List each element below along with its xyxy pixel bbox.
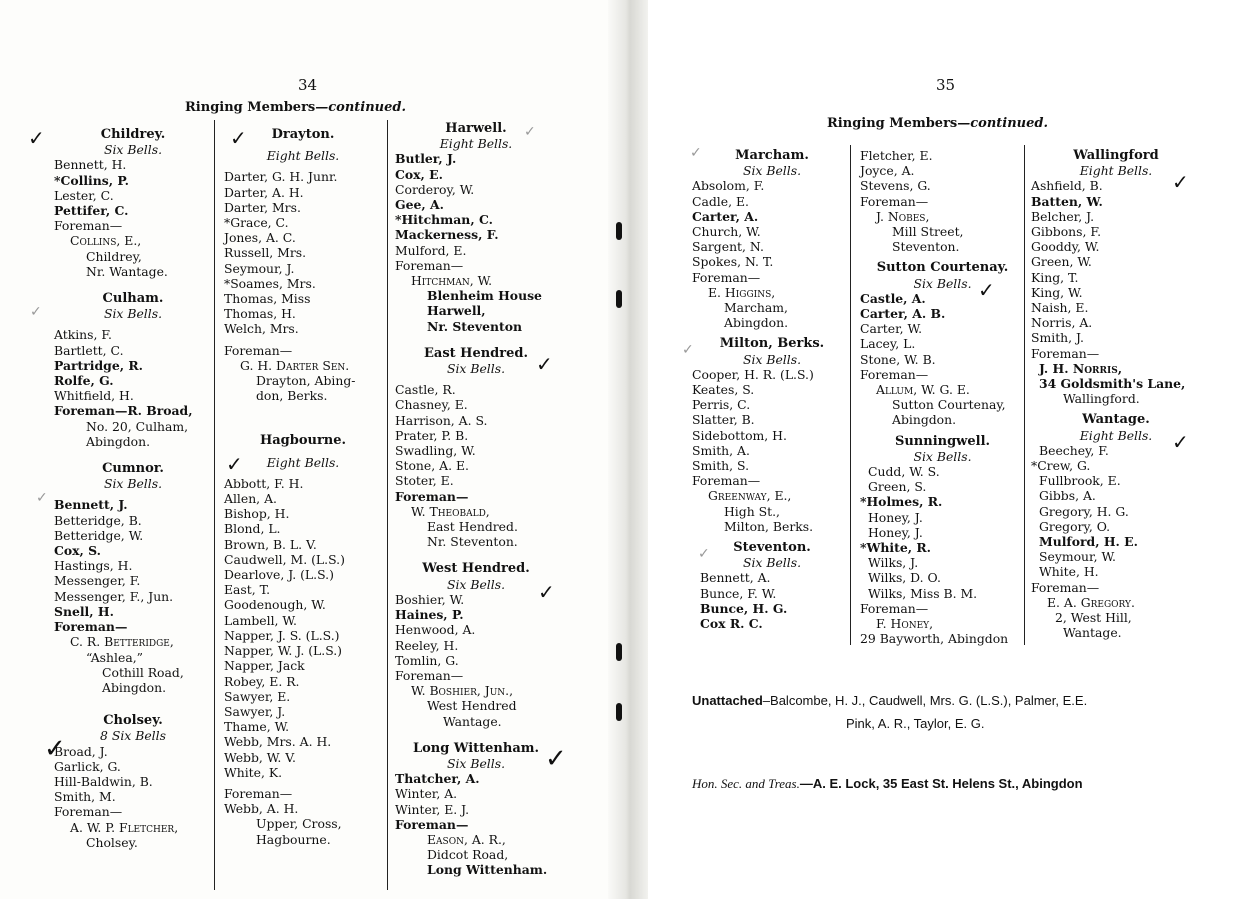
member-entry: Hitchman, W.	[411, 273, 493, 289]
member-entry: *Collins, P.	[54, 172, 129, 188]
member-entry: Foreman—	[860, 600, 929, 616]
member-entry: High St.,	[724, 503, 780, 519]
member-entry: Bunce, F. W.	[700, 585, 777, 601]
member-entry: Gibbs, A.	[1039, 488, 1096, 504]
bells-count: Eight Bells.	[1079, 427, 1153, 443]
member-entry: Honey, J.	[868, 509, 923, 525]
member-entry: Drayton, Abing-	[256, 373, 356, 389]
parish-name: Sutton Courtenay.	[876, 260, 1009, 276]
member-entry: Perris, C.	[692, 397, 751, 413]
member-entry: Smith, J.	[1031, 330, 1084, 346]
member-entry: Nr. Steventon	[427, 318, 522, 334]
member-entry: Sargent, N.	[692, 239, 764, 255]
tick-mark: ✓	[698, 546, 710, 562]
member-entry: Bartlett, C.	[54, 342, 124, 358]
tick-mark: ✓	[978, 278, 995, 302]
member-entry: Snell, H.	[54, 603, 114, 619]
member-entry: Boshier, W.	[395, 591, 465, 607]
parish-name: Marcham.	[735, 148, 809, 163]
member-entry: Bennett, H.	[54, 157, 127, 173]
column-rule	[214, 120, 215, 890]
member-entry: Garlick, G.	[54, 758, 121, 774]
member-entry: Winter, A.	[395, 786, 458, 802]
member-entry: Gibbons, F.	[1031, 224, 1102, 240]
parish-name: Harwell.	[445, 121, 507, 136]
member-entry: Mackerness, F.	[395, 227, 499, 243]
member-entry: Abingdon.	[892, 412, 957, 428]
unattached-line-2	[846, 716, 984, 731]
page-number: 35	[936, 76, 956, 94]
member-entry: Lambell, W.	[224, 612, 297, 628]
member-entry: Abingdon.	[102, 679, 167, 695]
member-entry: Foreman—	[224, 342, 293, 358]
member-entry: Didcot Road,	[427, 847, 509, 863]
left-page	[0, 0, 620, 899]
member-entry: Caudwell, M. (L.S.)	[224, 551, 345, 567]
member-entry: Messenger, F., Jun.	[54, 588, 174, 604]
member-entry: Butler, J.	[395, 151, 457, 167]
bells-count: Eight Bells.	[266, 148, 340, 164]
member-entry: Whitfield, H.	[54, 388, 134, 404]
member-entry: Winter, E. J.	[395, 801, 470, 817]
column-rule	[387, 120, 388, 890]
member-entry: Prater, P. B.	[395, 427, 469, 443]
member-entry: Gee, A.	[395, 197, 444, 213]
parish-name: Milton, Berks.	[719, 336, 825, 352]
member-entry: Stoter, E.	[395, 473, 454, 489]
parish-name: East Hendred.	[423, 345, 528, 361]
member-entry: No. 20, Culham,	[86, 418, 189, 434]
member-entry: Betteridge, B.	[54, 512, 142, 528]
member-entry: Corderoy, W.	[395, 181, 475, 197]
member-entry: Webb, W. V.	[224, 749, 296, 765]
bells-count: Eight Bells.	[439, 136, 513, 152]
bells-count: Six Bells.	[446, 755, 506, 771]
member-entry: Carter, A.	[692, 208, 759, 224]
member-entry: Gregory, H. G.	[1039, 503, 1129, 519]
member-entry: “Ashlea,”	[86, 649, 143, 665]
parish-name: Steventon.	[733, 540, 811, 556]
member-entry: Foreman—	[395, 816, 469, 832]
member-entry: Thomas, H.	[224, 306, 296, 322]
bells-count: 8 Six Bells	[100, 728, 166, 744]
member-entry: Wallingford.	[1063, 391, 1140, 407]
spacer	[54, 279, 212, 291]
member-entry: Nr. Steventon.	[427, 534, 518, 550]
member-entry: Bunce, H. G.	[700, 600, 788, 616]
member-entry: Cadle, E.	[692, 193, 749, 209]
member-entry: Tomlin, G.	[395, 652, 459, 668]
parish-name: Sunningwell.	[894, 433, 991, 449]
parish-name: Hagbourne.	[259, 433, 347, 449]
tick-mark: ✓	[538, 580, 555, 604]
member-entry: Chasney, E.	[395, 397, 468, 413]
member-entry: Foreman—	[395, 488, 469, 504]
parish-name: West Hendred.	[422, 561, 530, 577]
tick-mark: ✓	[44, 734, 66, 764]
member-entry: Wantage.	[1063, 625, 1122, 641]
member-entry: Broad, J.	[54, 743, 108, 759]
member-entry: W. Boshier, Jun.,	[411, 683, 514, 699]
member-entry: *Grace, C.	[224, 215, 289, 231]
member-entry: Atkins, F.	[54, 327, 113, 343]
tick-mark: ✓	[690, 145, 702, 161]
member-entry: Harrison, A. S.	[395, 412, 488, 428]
member-entry: Childrey,	[86, 248, 142, 264]
hon-sec-text: —A. E. Lock, 35 East St. Helens St., Abingdon	[799, 776, 1083, 791]
member-entry: Foreman—	[692, 269, 761, 285]
bells-count: Six Bells.	[103, 306, 163, 322]
member-entry: Fullbrook, E.	[1039, 473, 1121, 489]
member-entry: Sawyer, E.	[224, 688, 291, 704]
bells-count: Six Bells.	[742, 555, 802, 571]
member-entry: J. Nobes,	[876, 208, 930, 224]
member-entry: Cox, E.	[395, 166, 443, 182]
member-entry: Foreman—	[224, 785, 293, 801]
member-entry: Brown, B. L. V.	[224, 536, 317, 552]
member-entry: Bennett, J.	[54, 497, 128, 513]
member-entry: Belcher, J.	[1031, 208, 1095, 224]
member-entry: Foreman—	[54, 619, 128, 635]
member-entry: East Hendred.	[427, 519, 518, 535]
member-entry: Henwood, A.	[395, 622, 476, 638]
member-entry: Naish, E.	[1031, 300, 1089, 316]
column	[692, 148, 852, 631]
column	[54, 127, 212, 850]
member-entry: Thame, W.	[224, 719, 290, 735]
member-entry: W. Theobald,	[411, 503, 490, 519]
member-entry: Pettifer, C.	[54, 203, 129, 219]
member-entry: *White, R.	[860, 540, 931, 556]
member-entry: White, K.	[224, 764, 283, 780]
member-entry: Napper, W. J. (L.S.)	[224, 643, 343, 659]
member-entry: Hagbourne.	[256, 831, 331, 847]
member-entry: King, T.	[1031, 269, 1079, 285]
member-entry: E. A. Gregory.	[1047, 594, 1135, 610]
parish-name: Long Wittenham.	[412, 740, 540, 756]
member-entry: Cooper, H. R. (L.S.)	[692, 366, 814, 382]
spacer	[224, 403, 382, 415]
member-entry: Carter, W.	[860, 321, 923, 337]
parish-name: Cholsey.	[103, 713, 163, 729]
parish-name: Wallingford	[1073, 148, 1159, 163]
tick-mark: ✓	[545, 744, 567, 774]
member-entry: East, T.	[224, 582, 271, 598]
bells-count: Six Bells.	[913, 275, 972, 291]
member-entry: Abingdon.	[724, 315, 789, 331]
member-entry: Darter, G. H. Junr.	[224, 169, 338, 185]
bells-count: Eight Bells.	[266, 454, 340, 470]
member-entry: Cox, S.	[54, 543, 101, 559]
member-entry: Honey, J.	[868, 524, 923, 540]
column	[860, 148, 1025, 647]
member-entry: Seymour, W.	[1039, 549, 1116, 565]
member-entry: Joyce, A.	[860, 163, 915, 179]
tick-mark: ✓	[536, 352, 553, 376]
tick-mark: ✓	[28, 126, 45, 150]
member-entry: Green, W.	[1031, 254, 1092, 270]
member-entry: Blond, L.	[224, 521, 281, 537]
parish-name: Drayton.	[271, 127, 335, 142]
member-entry: Foreman—	[860, 193, 929, 209]
heading-text: Ringing Members	[185, 100, 316, 115]
member-entry: Foreman—	[692, 473, 761, 489]
member-entry: Milton, Berks.	[724, 518, 814, 534]
member-entry: West Hendred	[427, 698, 517, 714]
parish-name: Culham.	[102, 291, 164, 307]
binding-mark	[616, 643, 622, 661]
tick-mark: ✓	[1172, 430, 1189, 454]
member-entry: Reeley, H.	[395, 637, 459, 653]
member-entry: Stone, A. E.	[395, 458, 469, 474]
member-entry: Abingdon.	[86, 433, 151, 449]
member-entry: Steventon.	[892, 239, 960, 255]
member-entry: Castle, R.	[395, 382, 456, 398]
bells-count: Six Bells.	[913, 448, 972, 464]
member-entry: Absolom, F.	[692, 178, 765, 194]
member-entry: Darter, A. H.	[224, 184, 304, 200]
member-entry: 34 Goldsmith's Lane,	[1039, 376, 1186, 392]
member-entry: Foreman—	[54, 218, 123, 234]
member-entry: White, H.	[1039, 564, 1099, 580]
column-rule	[850, 145, 851, 645]
tick-mark: ✓	[230, 126, 247, 150]
member-entry: Seymour, J.	[224, 260, 295, 276]
bells-count: Eight Bells.	[1079, 163, 1153, 179]
member-entry: Partridge, R.	[54, 357, 143, 373]
parish-name: Childrey.	[100, 127, 166, 142]
heading-text: Ringing Members	[827, 116, 958, 131]
member-entry: Wantage.	[443, 713, 502, 729]
member-entry: Stone, W. B.	[860, 351, 936, 367]
member-entry: *Hitchman, C.	[395, 212, 493, 228]
unattached-names-2: Pink, A. R., Taylor, E. G.	[846, 716, 985, 731]
member-entry: Betteridge, W.	[54, 527, 144, 543]
member-entry: Spokes, N. T.	[692, 254, 774, 270]
member-entry: Mulford, H. E.	[1039, 534, 1138, 550]
member-entry: Keates, S.	[692, 382, 755, 398]
member-entry: Eason, A. R.,	[427, 831, 506, 847]
column	[1031, 148, 1201, 641]
member-entry: Russell, Mrs.	[224, 245, 307, 261]
parish-name: Wantage.	[1082, 412, 1150, 428]
member-entry: Darter, Mrs.	[224, 199, 301, 215]
member-entry: Wilks, J.	[868, 555, 919, 571]
member-entry: Goodenough, W.	[224, 597, 326, 613]
member-entry: Stevens, G.	[860, 178, 931, 194]
member-entry: Sidebottom, H.	[692, 427, 787, 443]
spacer	[54, 449, 212, 461]
member-entry: Slatter, B.	[692, 412, 755, 428]
tick-mark: ✓	[30, 304, 42, 320]
bells-count: Six Bells.	[103, 142, 163, 158]
bells-count: Six Bells.	[446, 576, 506, 592]
unattached-names: –Balcombe, H. J., Caudwell, Mrs. G. (L.S.), Palmer, E.E.	[762, 693, 1088, 708]
member-entry: Foreman—	[1031, 345, 1100, 361]
tick-mark: ✓	[1172, 170, 1189, 194]
bells-count: Six Bells.	[446, 361, 506, 377]
heading-continued: —continued.	[957, 116, 1049, 131]
member-entry: *Soames, Mrs.	[224, 275, 316, 291]
binding-mark	[616, 222, 622, 240]
column-rule	[1024, 145, 1025, 645]
tick-mark: ✓	[36, 490, 48, 506]
tick-mark: ✓	[226, 452, 243, 476]
member-entry: Cholsey.	[86, 834, 138, 850]
member-entry: Dearlove, J. (L.S.)	[224, 567, 334, 583]
member-entry: King, W.	[1031, 284, 1083, 300]
member-entry: Foreman—	[395, 667, 464, 683]
member-entry: Batten, W.	[1031, 193, 1103, 209]
section-heading	[185, 100, 406, 115]
unattached-line	[692, 693, 1087, 709]
member-entry: Cothill Road,	[102, 664, 184, 680]
member-entry: Wilks, D. O.	[868, 570, 941, 586]
spacer	[395, 729, 557, 741]
member-entry: Webb, Mrs. A. H.	[224, 734, 332, 750]
member-entry: C. R. Betteridge,	[70, 634, 174, 650]
member-entry: Green, S.	[868, 479, 927, 495]
member-entry: Napper, Jack	[224, 658, 305, 674]
member-entry: Foreman—	[1031, 579, 1100, 595]
member-entry: Church, W.	[692, 224, 761, 240]
member-entry: Norris, A.	[1031, 315, 1093, 331]
member-entry: Swadling, W.	[395, 443, 476, 459]
column	[395, 121, 557, 878]
bells-count: Six Bells.	[742, 351, 802, 367]
right-page	[636, 0, 1250, 899]
bells-count: Six Bells.	[742, 163, 802, 179]
member-entry: Cudd, W. S.	[868, 464, 940, 480]
member-entry: Thatcher, A.	[395, 771, 480, 787]
member-entry: Hastings, H.	[54, 558, 133, 574]
member-entry: Nr. Wantage.	[86, 263, 168, 279]
member-entry: 29 Bayworth, Abingdon	[860, 631, 1009, 647]
member-entry: Wilks, Miss B. M.	[868, 585, 978, 601]
member-entry: Jones, A. C.	[224, 230, 296, 246]
member-entry: Foreman—	[54, 804, 123, 820]
heading-continued: —continued.	[315, 100, 407, 115]
member-entry: Welch, Mrs.	[224, 321, 299, 337]
binding-mark	[616, 290, 622, 308]
member-entry: Fletcher, E.	[860, 148, 933, 163]
member-entry: Bennett, A.	[700, 570, 771, 586]
member-entry: E. Higgins,	[708, 284, 776, 300]
member-entry: Upper, Cross,	[256, 816, 342, 832]
member-entry: don, Berks.	[256, 388, 328, 404]
member-entry: Haines, P.	[395, 607, 464, 623]
member-entry: Napper, J. S. (L.S.)	[224, 627, 340, 643]
bells-count: Six Bells.	[103, 476, 163, 492]
member-entry: Robey, E. R.	[224, 673, 300, 689]
member-entry: Carter, A. B.	[860, 306, 946, 322]
member-entry: Marcham,	[724, 300, 788, 316]
tick-mark: ✓	[524, 124, 536, 140]
spacer	[395, 549, 557, 561]
section-heading	[827, 116, 1048, 131]
hon-sec-line	[692, 776, 1083, 792]
member-entry: Mill Street,	[892, 224, 964, 240]
member-entry: Smith, S.	[692, 458, 750, 474]
member-entry: Smith, M.	[54, 789, 116, 805]
member-entry: A. W. P. Fletcher,	[70, 819, 179, 835]
member-entry: Long Wittenham.	[427, 862, 548, 878]
member-entry: *Crew, G.	[1031, 458, 1091, 474]
parish-name: Cumnor.	[102, 461, 164, 477]
member-entry: Castle, A.	[860, 290, 926, 306]
member-entry: G. H. Darter Sen.	[240, 357, 350, 373]
member-entry: Hill-Baldwin, B.	[54, 773, 153, 789]
member-entry: Gooddy, W.	[1031, 239, 1100, 255]
member-entry: Foreman—	[395, 257, 464, 273]
member-entry: Smith, A.	[692, 442, 750, 458]
member-entry: Harwell,	[427, 303, 486, 319]
member-entry: Cox R. C.	[700, 616, 763, 632]
member-entry: Ashfield, B.	[1031, 178, 1103, 194]
member-entry: *Holmes, R.	[860, 494, 943, 510]
member-entry: Mulford, E.	[395, 242, 467, 258]
member-entry: Greenway, E.,	[708, 488, 792, 504]
binding-mark	[616, 703, 622, 721]
hon-sec-label: Hon. Sec. and Treas.	[692, 776, 800, 791]
member-entry: Sawyer, J.	[224, 703, 286, 719]
member-entry: Collins, E.,	[70, 233, 142, 249]
member-entry: Thomas, Miss	[224, 291, 311, 307]
spacer	[224, 415, 382, 427]
member-entry: Allum, W. G. E.	[876, 382, 970, 398]
member-entry: Webb, A. H.	[224, 801, 299, 817]
member-entry: Gregory, O.	[1039, 518, 1111, 534]
spacer	[395, 334, 557, 346]
tick-mark: ✓	[682, 342, 694, 358]
member-entry: Bishop, H.	[224, 506, 290, 522]
column	[224, 127, 382, 847]
member-entry: Sutton Courtenay,	[892, 397, 1006, 413]
spacer	[54, 695, 212, 707]
member-entry: Messenger, F.	[54, 573, 141, 589]
member-entry: Allen, A.	[224, 491, 277, 507]
member-entry: Lester, C.	[54, 187, 114, 203]
unattached-label: Unattached	[692, 693, 763, 708]
page-number: 34	[298, 76, 318, 94]
member-entry: Foreman—R. Broad,	[54, 403, 193, 419]
member-entry: Beechey, F.	[1039, 442, 1109, 458]
member-entry: Rolfe, G.	[54, 373, 114, 389]
member-entry: Lacey, L.	[860, 336, 916, 352]
member-entry: 2, West Hill,	[1055, 610, 1132, 626]
member-entry: Foreman—	[860, 366, 929, 382]
member-entry: F. Honey,	[876, 616, 934, 632]
member-entry: Blenheim House	[427, 288, 542, 304]
member-entry: Abbott, F. H.	[224, 475, 304, 491]
member-entry: J. H. Norris,	[1039, 360, 1123, 376]
